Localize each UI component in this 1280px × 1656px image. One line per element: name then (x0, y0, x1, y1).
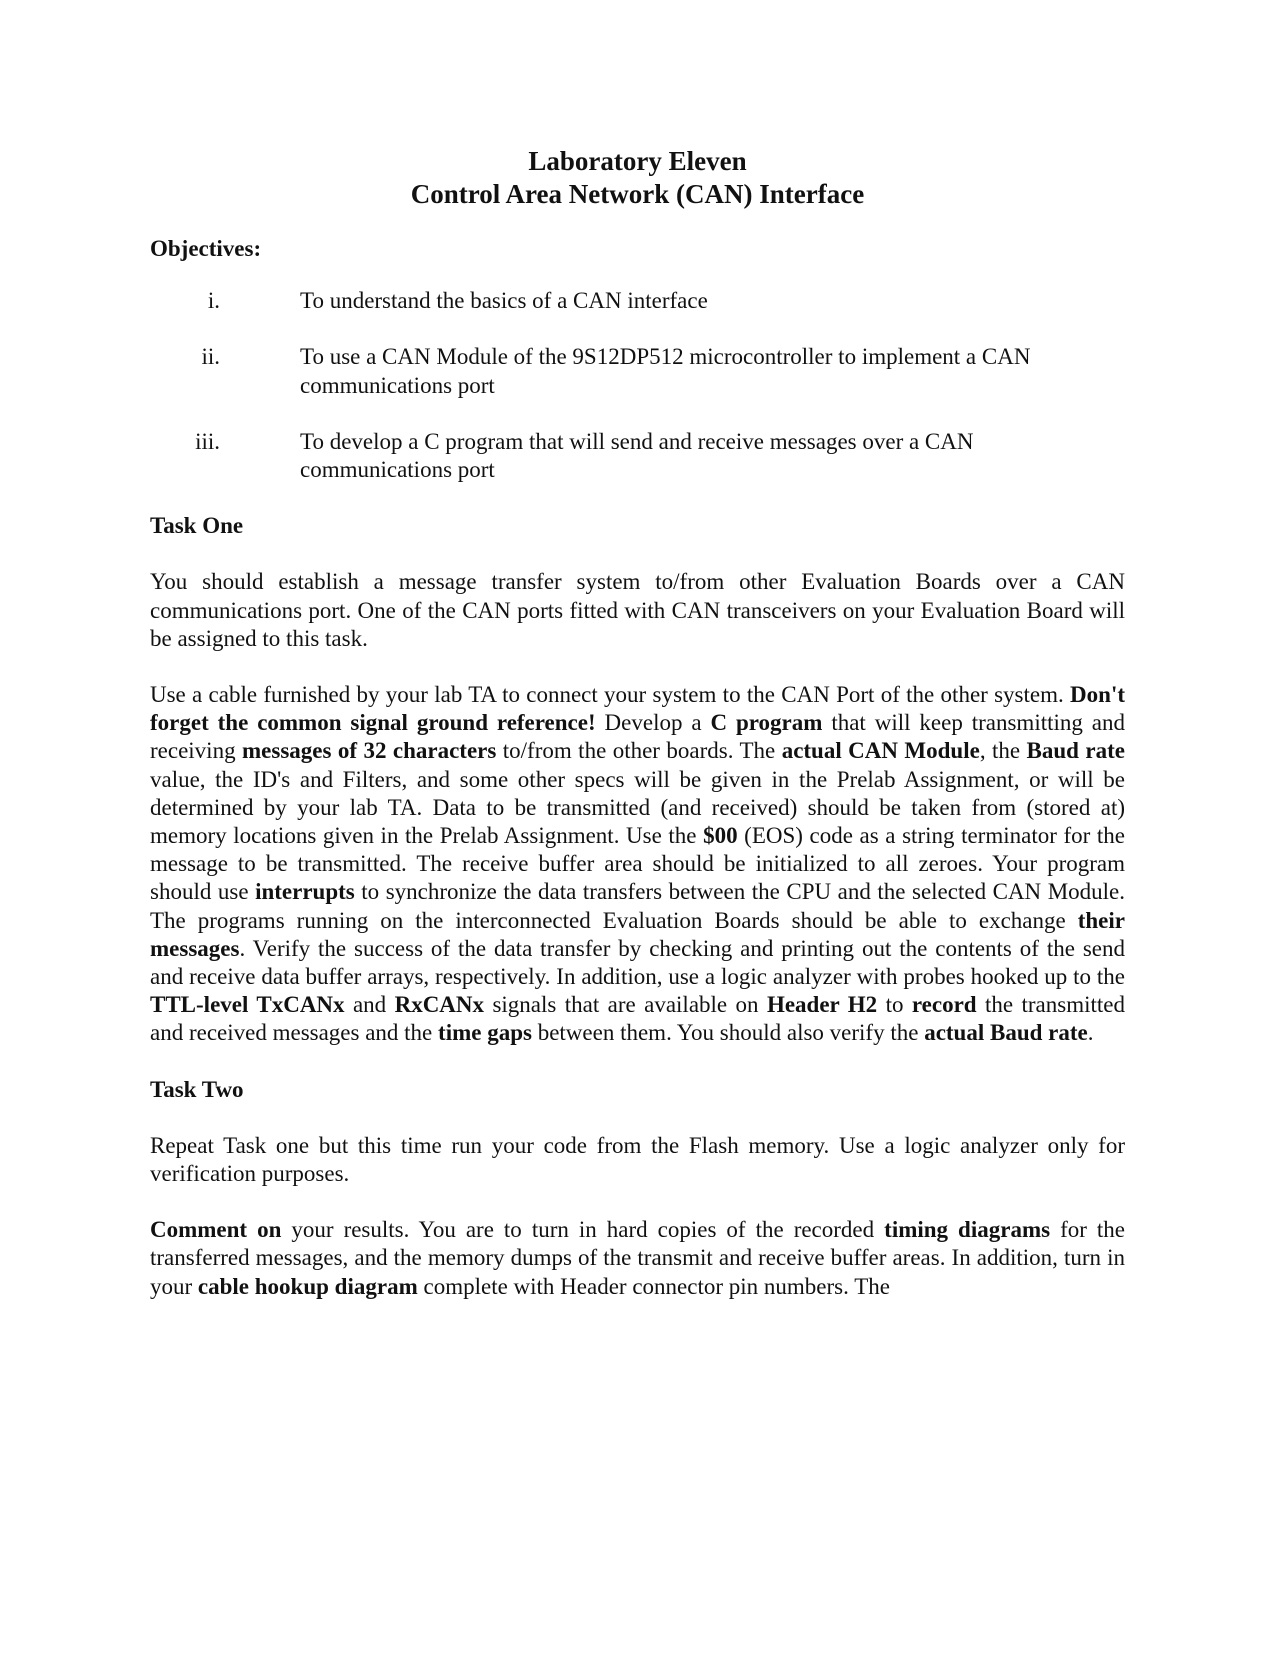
task-two-heading: Task Two (150, 1076, 244, 1102)
objective-number: ii. (201, 344, 220, 370)
task-two-paragraph-1: Repeat Task one but this time run your code from the Flash memory. Use a logic analyzer only for verification purposes. (150, 1132, 1125, 1187)
body-text: for the transferred messages, and the memory dumps of the transmit and receive buffer areas. In addition, turn in your (150, 1217, 1125, 1299)
body-text: the transmitted and received messages and the (150, 992, 1125, 1046)
body-text: , the (979, 738, 1027, 764)
body-text: (EOS) code as a string terminator for the message to be transmitted. The receive buffer area should be initialized to all zeroes. Your program should use (150, 823, 1125, 905)
body-text: signals that are available on (484, 992, 767, 1018)
body-text: to synchronize the data transfers between the CPU and the selected CAN Module. The programs running on the interconnected Evaluation Boards should be able to exchange (150, 879, 1126, 933)
objective-text: To develop a C program that will send and receive messages over a CAN communications port (300, 428, 974, 483)
emphasis: record (911, 992, 977, 1018)
objective-item (150, 287, 1125, 315)
emphasis: messages of 32 characters (242, 738, 497, 764)
objective-number: iii. (195, 428, 220, 454)
body-text: that will keep transmitting and receiving (150, 710, 1125, 764)
emphasis: RxCANx (394, 992, 485, 1018)
body-text: complete with Header connector pin numbers. The (417, 1273, 890, 1299)
objective-number: i. (207, 288, 220, 314)
emphasis: actual Baud rate (924, 1020, 1088, 1046)
emphasis: Header H2 (766, 992, 878, 1018)
lab-title (150, 145, 1125, 211)
task-one-paragraph-1: You should establish a message transfer system to/from other Evaluation Boards over a CAN communications port. One of the CAN ports fitted with CAN transceivers on your Evaluation Board will be assigned to this task. (150, 569, 1125, 651)
emphasis: actual CAN Module (781, 738, 980, 764)
task-two-paragraph-2 (150, 1216, 1125, 1301)
emphasis: time gaps (438, 1020, 532, 1046)
emphasis: Don't forget the common signal ground reference! (150, 682, 1125, 736)
body-text: your results. You are to turn in hard copies of the recorded (281, 1217, 885, 1243)
objectives-heading: Objectives: (150, 236, 262, 261)
task-one-paragraph-2 (150, 681, 1125, 1048)
title-line-2: Control Area Network (CAN) Interface (410, 179, 865, 209)
body-text: between them. You should also verify the (531, 1020, 925, 1046)
emphasis: Comment on (150, 1217, 282, 1243)
emphasis: timing diagrams (884, 1217, 1051, 1243)
objective-text: To understand the basics of a CAN interface (300, 288, 708, 314)
body-text: Develop a (595, 710, 711, 736)
emphasis: C program (710, 710, 823, 736)
title-line-1: Laboratory Eleven (528, 146, 747, 176)
objective-item (150, 428, 1125, 484)
emphasis: TTL-level TxCANx (150, 992, 345, 1018)
body-text: Use a cable furnished by your lab TA to connect your system to the CAN Port of the other system. (150, 682, 1071, 708)
body-text: . Verify the success of the data transfer by checking and printing out the contents of the send and receive data buffer arrays, respectively. In addition, use a logic analyzer with probes hooked up to the (150, 935, 1125, 990)
objectives-list (150, 287, 1125, 484)
objective-text: To use a CAN Module of the 9S12DP512 microcontroller to implement a CAN communications port (300, 344, 1031, 398)
emphasis: Baud rate (1026, 738, 1125, 764)
body-text: to (877, 992, 912, 1018)
body-text: value, the ID's and Filters, and some other specs will be given in the Prelab Assignment, or will be determined by your lab TA. Data to be transmitted (and received) should be taken from (stored at) memory locations given in the Prelab Assignment. Use the (150, 766, 1125, 849)
body-text: to/from the other boards. The (496, 738, 782, 764)
task-one-heading: Task One (150, 513, 244, 539)
emphasis: $00 (703, 823, 738, 849)
emphasis: cable hookup diagram (197, 1273, 418, 1299)
body-text: . (1087, 1020, 1094, 1046)
document-page (150, 145, 1125, 1329)
body-text: and (344, 992, 395, 1018)
objective-item (150, 343, 1125, 399)
emphasis: interrupts (255, 879, 355, 905)
emphasis: their messages (150, 907, 1125, 961)
